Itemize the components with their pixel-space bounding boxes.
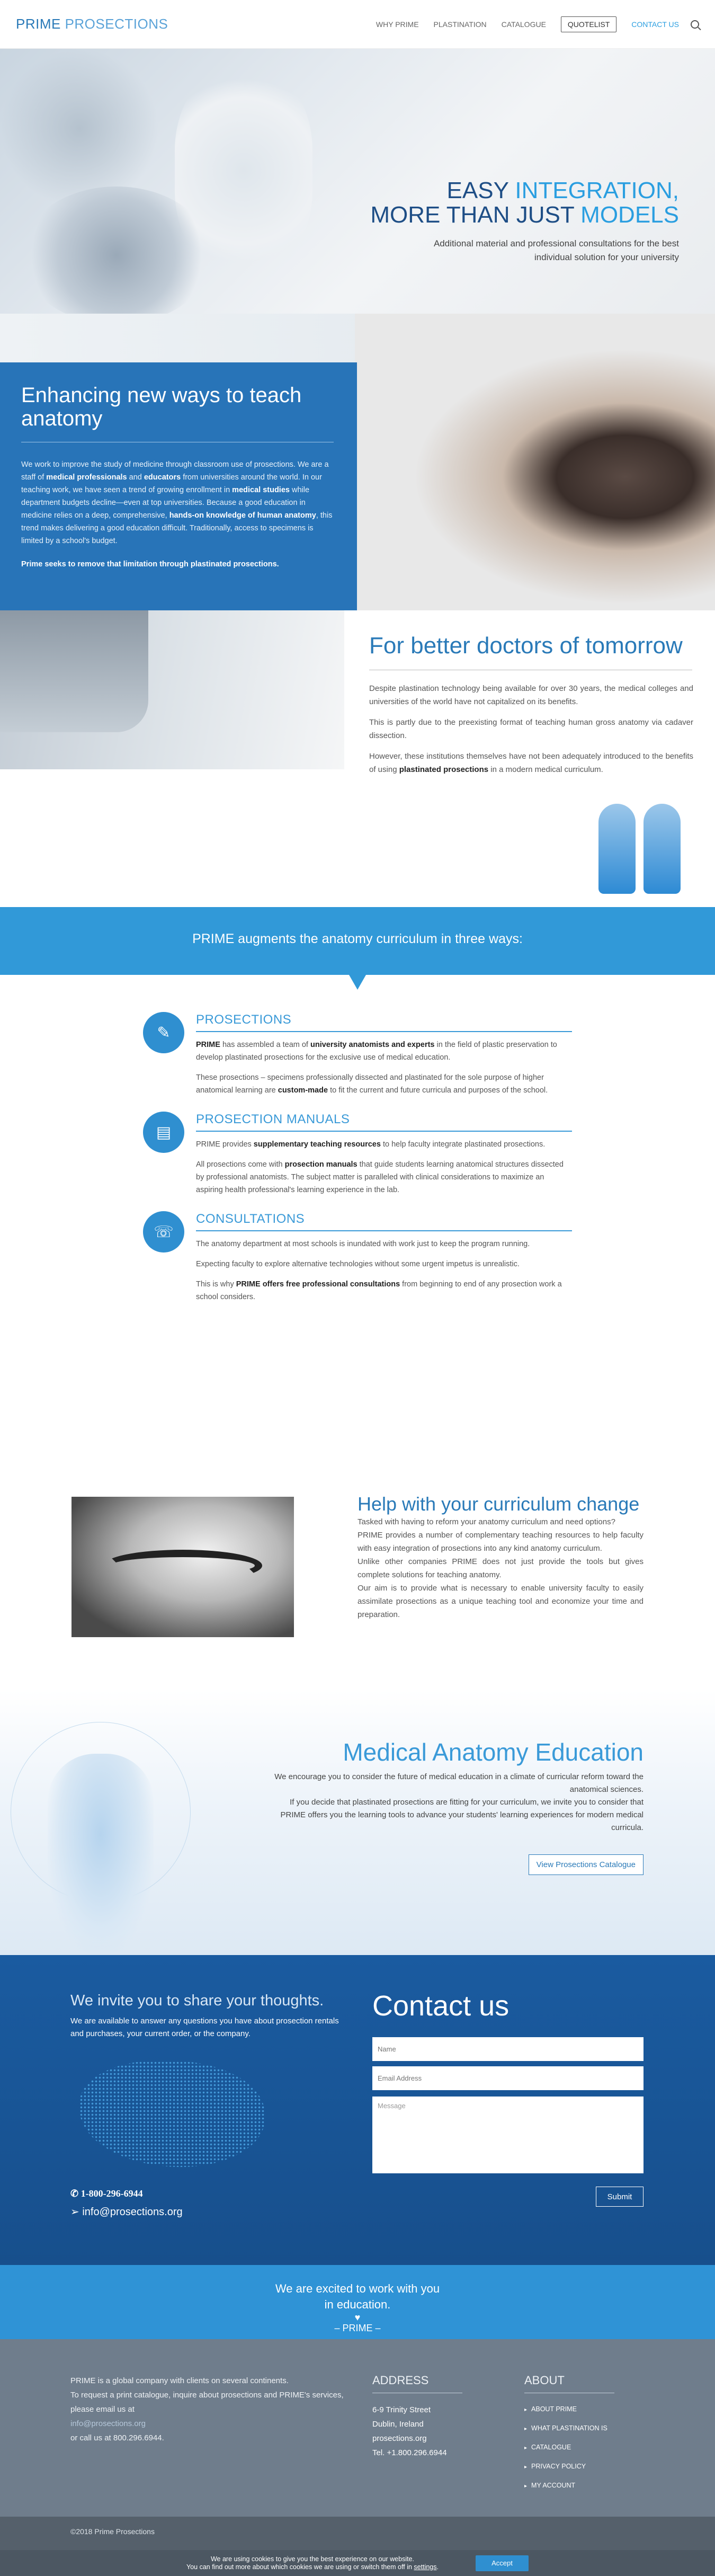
paragraph: Our aim is to provide what is necessary to enable university faculty to easily assimilate prosections as a unique teaching tool and economize your time and preparation. bbox=[358, 1584, 644, 1619]
doctors-section bbox=[0, 610, 715, 907]
paragraph: Tasked with having to reform your anatomy curriculum and need options? bbox=[358, 1517, 615, 1526]
search-icon[interactable] bbox=[691, 20, 699, 29]
paragraph: Unlike other companies PRIME does not just provide the tools but gives complete solutions for teaching anatomy. bbox=[358, 1557, 644, 1579]
text: These prosections – specimens professionally dissected and plastinated for the sole purpose of higher anatomical learning are bbox=[196, 1073, 544, 1095]
site-header bbox=[0, 0, 715, 49]
hero-title-highlight: INTEGRATION, bbox=[515, 177, 679, 203]
anatomy-figures-image bbox=[593, 804, 686, 894]
enhancing-text bbox=[21, 458, 336, 547]
three-ways-section bbox=[143, 1012, 572, 1318]
doctors-text bbox=[369, 682, 693, 784]
stethoscope-shape bbox=[103, 1550, 262, 1582]
footer-address-title: ADDRESS bbox=[372, 2374, 462, 2393]
text-bold: medical studies bbox=[232, 486, 290, 494]
paragraph: Expecting faculty to explore alternative technologies without some urgent impetus is unrealistic. bbox=[196, 1260, 520, 1268]
medical-education-section bbox=[0, 1690, 715, 1955]
footer-email-link[interactable]: info@prosections.org bbox=[70, 2419, 146, 2428]
paragraph bbox=[196, 1278, 572, 1303]
footer-about-title: ABOUT bbox=[524, 2374, 614, 2393]
contact-title: Contact us bbox=[372, 1990, 510, 2022]
text: This is why bbox=[196, 1280, 236, 1289]
way-prosection-manuals bbox=[143, 1112, 572, 1196]
heart-icon: ♥ bbox=[354, 2312, 361, 2323]
address-line: prosections.org bbox=[372, 2434, 427, 2443]
scalpel-icon bbox=[143, 1012, 184, 1053]
augments-text: PRIME augments the anatomy curriculum in three ways: bbox=[192, 931, 523, 946]
text-bold: medical professionals bbox=[46, 473, 127, 482]
text-bold: educators bbox=[144, 473, 181, 482]
footer-about-text bbox=[70, 2374, 367, 2445]
invite-text: We are available to answer any questions you have about prosection rentals and purchases, your current order, or the company. bbox=[70, 2017, 339, 2038]
paragraph bbox=[369, 750, 693, 776]
paragraph: If you decide that plastinated prosections are fitting for your curriculum, we invite you to consider that PRIME offers you the learning tools to advance your students' learning experiences for modern medical curricula. bbox=[280, 1798, 644, 1832]
logo-thin: PROSECTIONS bbox=[60, 16, 168, 32]
anatomy-figure bbox=[598, 804, 636, 894]
cookie-settings-link[interactable]: settings bbox=[414, 2563, 437, 2571]
contact-section bbox=[0, 1955, 715, 2265]
footer-link-catalogue[interactable]: ▸ CATALOGUE bbox=[524, 2438, 607, 2457]
address-line: Dublin, Ireland bbox=[372, 2420, 424, 2429]
paragraph: PRIME provides a number of complementary teaching resources to help faculty with easy integration of prosections into any kind anatomy curriculum. bbox=[358, 1531, 644, 1553]
human-figure-image bbox=[48, 1754, 154, 1955]
way-title: CONSULTATIONS bbox=[196, 1211, 572, 1231]
text: to fit the current and future curricula and purposes of the school. bbox=[328, 1086, 548, 1095]
copyright-text: ©2018 Prime Prosections bbox=[70, 2527, 155, 2536]
medical-title: Medical Anatomy Education bbox=[343, 1738, 644, 1766]
footer-address bbox=[372, 2403, 447, 2460]
invite-heading: We invite you to share your thoughts. bbox=[70, 1992, 324, 2009]
submit-button[interactable]: Submit bbox=[596, 2187, 644, 2207]
site-footer bbox=[0, 2339, 715, 2517]
text: , this trend makes delivering a good education difficult. Traditionally, access to specimens is limited by a school's budget. bbox=[21, 511, 333, 545]
cookie-line bbox=[186, 2563, 439, 2571]
doctors-title: For better doctors of tomorrow bbox=[369, 633, 683, 659]
text: However, these institutions themselves have not been adequately introduced to the benefits of using bbox=[369, 752, 693, 774]
nav-why-prime[interactable]: WHY PRIME bbox=[376, 20, 419, 29]
text: while department budgets decline—even at top universities. Because a good education in medicine relies on a deep, comprehensive, bbox=[21, 486, 310, 520]
curriculum-title: Help with your curriculum change bbox=[358, 1493, 640, 1515]
students-photo bbox=[355, 314, 715, 610]
cookie-text bbox=[186, 2555, 439, 2571]
paragraph: The anatomy department at most schools is inundated with work just to keep the program running. bbox=[196, 1240, 530, 1248]
text-bold: university anatomists and experts bbox=[310, 1041, 435, 1049]
way-title: PROSECTIONS bbox=[196, 1012, 572, 1032]
footer-link-about-prime[interactable]: ▸ ABOUT PRIME bbox=[524, 2400, 607, 2419]
footer-link-privacy[interactable]: ▸ PRIVACY POLICY bbox=[524, 2457, 607, 2476]
consultation-icon bbox=[143, 1211, 184, 1253]
text: in the field of plastic preservation to develop plastinated prosections for the exclusive use of medical education. bbox=[196, 1041, 557, 1062]
text-bold: PRIME bbox=[196, 1041, 220, 1049]
hero-subtitle: Additional material and professional consultations for the best individual solution for your university bbox=[433, 238, 679, 262]
text: and bbox=[127, 473, 144, 482]
enhancing-box bbox=[0, 362, 357, 610]
nav-contact-us[interactable]: CONTACT US bbox=[631, 20, 679, 29]
text: has assembled a team of bbox=[220, 1041, 310, 1049]
icon-glyph: ☏ bbox=[154, 1223, 174, 1241]
medical-text bbox=[273, 1771, 644, 1834]
text-bold: Prime seeks to remove that limitation through plastinated prosections. bbox=[21, 560, 279, 569]
text: All prosections come with bbox=[196, 1160, 285, 1169]
view-catalogue-button[interactable]: View Prosections Catalogue bbox=[529, 1854, 644, 1875]
excited-banner bbox=[0, 2265, 715, 2339]
anatomy-figure bbox=[644, 804, 681, 894]
stethoscope-photo bbox=[72, 1497, 294, 1637]
logo-bold: PRIME bbox=[16, 16, 61, 32]
way-prosections bbox=[143, 1012, 572, 1097]
email-link[interactable] bbox=[70, 2205, 183, 2218]
down-arrow bbox=[349, 975, 366, 990]
paragraph bbox=[196, 1071, 572, 1097]
footer-links bbox=[524, 2400, 607, 2495]
paragraph bbox=[196, 1158, 572, 1196]
name-field[interactable] bbox=[372, 2037, 644, 2061]
text: to help faculty integrate plastinated prosections. bbox=[380, 1140, 546, 1149]
phone-link[interactable] bbox=[70, 2188, 143, 2199]
text: PRIME provides bbox=[196, 1140, 254, 1149]
text: in a modern medical curriculum. bbox=[488, 765, 603, 774]
enhancing-conclusion bbox=[21, 558, 336, 571]
footer-link-plastination[interactable]: ▸ WHAT PLASTINATION IS bbox=[524, 2419, 607, 2438]
text-bold: PRIME offers free professional consultations bbox=[236, 1280, 400, 1289]
hero-title bbox=[370, 179, 679, 227]
excited-line: in education. bbox=[324, 2298, 391, 2311]
hero-title-word: MORE THAN JUST bbox=[370, 202, 581, 228]
text-bold: prosection manuals bbox=[284, 1160, 358, 1169]
quotelist-button[interactable]: QUOTELIST bbox=[561, 16, 616, 32]
hand-shape bbox=[0, 610, 148, 732]
text: . bbox=[436, 2563, 439, 2571]
excited-line: We are excited to work with you bbox=[275, 2282, 440, 2295]
main-nav bbox=[376, 16, 699, 32]
text-bold: custom-made bbox=[278, 1086, 328, 1095]
hero-image bbox=[0, 49, 159, 208]
paragraph: We encourage you to consider the future of medical education in a climate of curricular reform toward the anatomical sciences. bbox=[274, 1772, 644, 1794]
way-consultations bbox=[143, 1211, 572, 1303]
hands-photo bbox=[0, 610, 344, 769]
phone-icon: ✆ bbox=[70, 2188, 81, 2199]
paragraph: This is partly due to the preexisting format of teaching human gross anatomy via cadaver dissection. bbox=[369, 718, 693, 740]
text: We work to improve the study of medicine through classroom use of prosections. We are a staff of bbox=[21, 460, 329, 482]
send-icon: ➢ bbox=[70, 2206, 83, 2218]
world-map-image bbox=[79, 2061, 265, 2167]
cookie-bar bbox=[0, 2550, 715, 2576]
text: from beginning to end of any prosection work a school considers. bbox=[196, 1280, 562, 1301]
footer-link-account[interactable]: ▸ MY ACCOUNT bbox=[524, 2476, 607, 2495]
excited-signature: – PRIME – bbox=[334, 2323, 381, 2333]
enhancing-section bbox=[0, 314, 715, 610]
hero-title-word: EASY bbox=[446, 177, 515, 203]
footer-line: To request a print catalogue, inquire about prosections and PRIME's services, please email us at bbox=[70, 2391, 344, 2414]
email-address: info@prosections.org bbox=[82, 2206, 183, 2218]
text: from universities around the world. In our teaching work, we have seen a trend of growing enrollment in bbox=[21, 473, 322, 494]
text-bold: supplementary teaching resources bbox=[253, 1140, 381, 1149]
address-line: Tel. +1.800.296.6944 bbox=[372, 2448, 447, 2457]
paragraph bbox=[196, 1038, 572, 1064]
text-bold: plastinated prosections bbox=[399, 765, 489, 774]
email-field[interactable] bbox=[372, 2066, 644, 2090]
cookie-line: We are using cookies to give you the best experience on our website. bbox=[210, 2555, 415, 2563]
accept-cookies-button[interactable]: Accept bbox=[476, 2555, 529, 2571]
nav-catalogue[interactable]: CATALOGUE bbox=[501, 20, 546, 29]
text-bold: hands-on knowledge of human anatomy bbox=[169, 511, 316, 520]
nav-plastination[interactable]: PLASTINATION bbox=[433, 20, 487, 29]
curriculum-section bbox=[0, 1484, 715, 1690]
curriculum-text bbox=[358, 1515, 644, 1621]
footer-line: or call us at 800.296.6944. bbox=[70, 2433, 164, 2442]
enhancing-title: Enhancing new ways to teach anatomy bbox=[21, 384, 302, 430]
way-title: PROSECTION MANUALS bbox=[196, 1112, 572, 1132]
hero-title-highlight: MODELS bbox=[580, 202, 679, 228]
text: You can find out more about which cookies we are using or switch them off in bbox=[186, 2563, 414, 2571]
augments-band bbox=[0, 907, 715, 975]
book-icon bbox=[143, 1112, 184, 1153]
phone-number: 1-800-296-6944 bbox=[81, 2188, 143, 2199]
footer-line: PRIME is a global company with clients on several continents. bbox=[70, 2376, 289, 2385]
icon-glyph: ✎ bbox=[157, 1024, 171, 1042]
icon-glyph: ▤ bbox=[156, 1123, 172, 1141]
paragraph: Despite plastination technology being available for over 30 years, the medical colleges and universities of the world have not capitalized on its benefits. bbox=[369, 684, 693, 706]
address-line: 6-9 Trinity Street bbox=[372, 2405, 431, 2414]
paragraph bbox=[196, 1138, 572, 1151]
text: that guide students learning anatomical structures dissected by professional anatomists. The subject matter is paralleled with clinical considerations to maximize an aspiring health professional's learning experience in the lab. bbox=[196, 1160, 564, 1194]
message-field[interactable]: Message bbox=[372, 2097, 644, 2173]
hero-section bbox=[0, 49, 715, 314]
logo[interactable] bbox=[16, 16, 168, 32]
